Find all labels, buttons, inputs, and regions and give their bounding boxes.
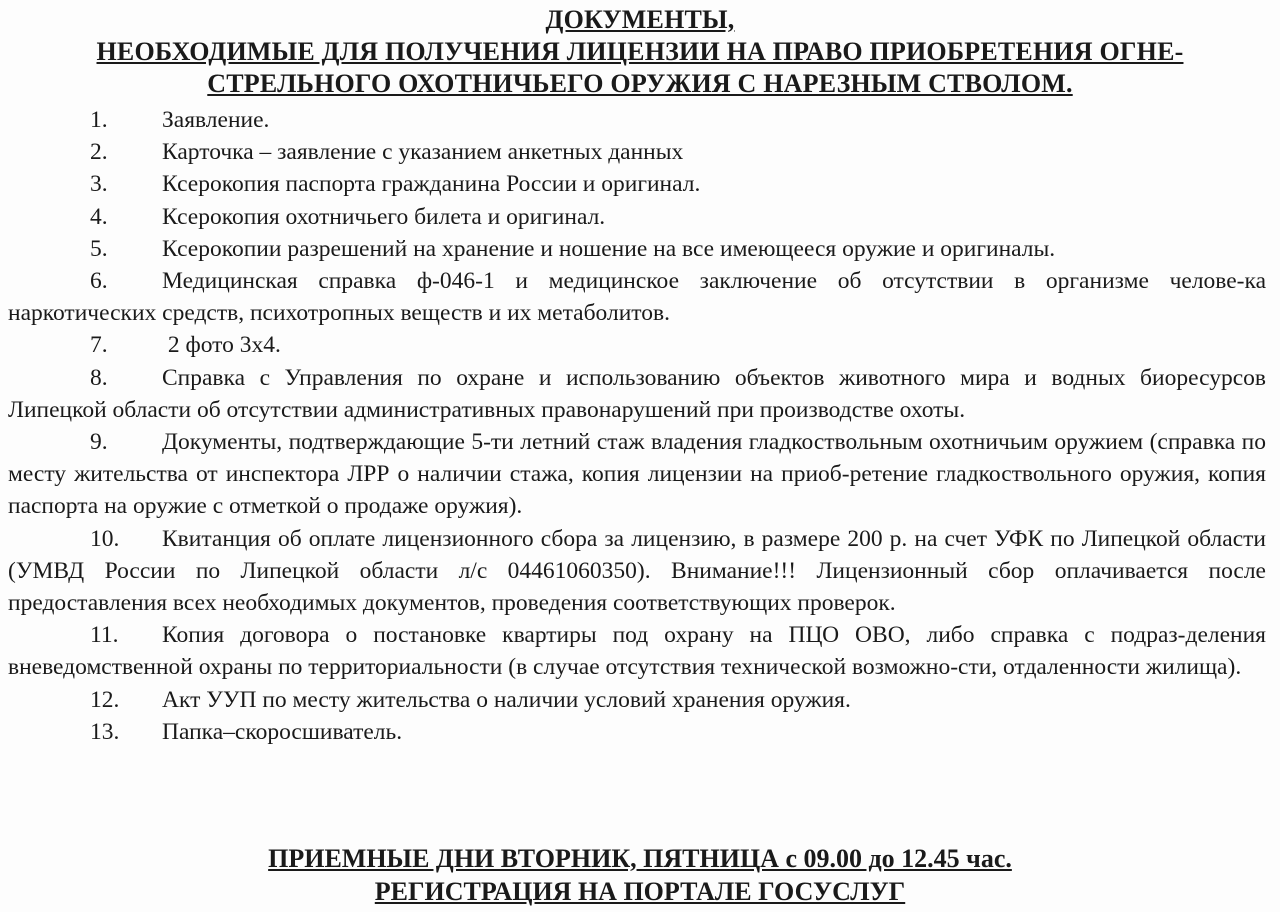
item-number: 8. xyxy=(90,364,108,391)
list-item xyxy=(8,136,1266,168)
item-text: Копия договора о постановке квартиры под охрану на ПЦО ОВО, либо справка с подраз-деления вневедомственной охраны по территориальности (в случае отсутствия технической возможно-сти, отдаленности жилища). xyxy=(8,622,1266,681)
item-number: 7. xyxy=(90,332,108,359)
item-text: 2 фото 3х4. xyxy=(162,332,281,359)
list-item xyxy=(8,362,1266,426)
item-text: Ксерокопия охотничьего билета и оригинал. xyxy=(162,203,606,230)
item-number: 3. xyxy=(90,171,108,198)
item-number: 6. xyxy=(90,268,108,295)
item-text: Квитанция об оплате лицензионного сбора за лицензию, в размере 200 р. на счет УФК по Липецкой области (УМВД России по Липецкой области л/с 04461060350). Внимание!!! Лицензионный сбор оплачивается после предоставления всех необходимых документов, проведения соответствующих проверок. xyxy=(8,525,1266,617)
reception-footer xyxy=(40,842,1240,908)
item-number: 12. xyxy=(90,686,120,713)
item-number: 10. xyxy=(90,525,120,552)
item-text: Справка с Управления по охране и использованию объектов животного мира и водных биоресурсов Липецкой области об отсутствии административных правонарушений при производстве охоты. xyxy=(8,364,1266,423)
list-item xyxy=(8,716,1266,748)
list-item xyxy=(8,684,1266,716)
list-item xyxy=(8,523,1266,620)
documents-list xyxy=(8,104,1266,748)
item-number: 1. xyxy=(90,107,108,133)
item-text: Заявление. xyxy=(162,107,270,133)
item-number: 5. xyxy=(90,235,108,262)
list-item xyxy=(8,329,1266,361)
item-text: Папка–скоросшиватель. xyxy=(162,718,403,745)
item-text: Акт УУП по месту жительства о наличии условий хранения оружия. xyxy=(162,686,851,713)
item-number: 13. xyxy=(90,718,120,745)
list-item xyxy=(8,201,1266,233)
item-text: Карточка – заявление с указанием анкетных данных xyxy=(162,139,684,166)
document-title xyxy=(40,4,1240,100)
reception-days: ПРИЕМНЫЕ ДНИ ВТОРНИК, ПЯТНИЦА с 09.00 до 12.45 час. xyxy=(268,844,1012,873)
item-number: 11. xyxy=(90,622,119,649)
item-number: 4. xyxy=(90,203,108,230)
list-item xyxy=(8,233,1266,265)
title-line-2: НЕОБХОДИМЫЕ ДЛЯ ПОЛУЧЕНИЯ ЛИЦЕНЗИИ НА ПРАВО ПРИОБРЕТЕНИЯ ОГНЕ- xyxy=(96,37,1184,66)
title-line-3: СТРЕЛЬНОГО ОХОТНИЧЬЕГО ОРУЖИЯ С НАРЕЗНЫМ СТВОЛОМ. xyxy=(207,69,1073,98)
list-item xyxy=(8,104,1266,136)
item-text: Ксерокопия паспорта гражданина России и оригинал. xyxy=(162,171,701,198)
item-number: 9. xyxy=(90,429,108,456)
item-text: Ксерокопии разрешений на хранение и ношение на все имеющееся оружие и оригиналы. xyxy=(162,235,1056,262)
item-number: 2. xyxy=(90,139,108,166)
list-item xyxy=(8,168,1266,200)
list-item xyxy=(8,619,1266,683)
item-text: Медицинская справка ф-046-1 и медицинское заключение об отсутствии в организме челове-ка наркотических средств, психотропных веществ и их метаболитов. xyxy=(8,268,1266,327)
list-item xyxy=(8,426,1266,523)
list-item xyxy=(8,265,1266,329)
item-text: Документы, подтверждающие 5-ти летний стаж владения гладкоствольным охотничьим оружием (справка по месту жительства от инспектора ЛРР о наличии стажа, копия лицензии на приоб-ретение гладкоствольного оружия, копия паспорта на оружие с отметкой о продаже оружия). xyxy=(8,429,1266,520)
title-line-1: ДОКУМЕНТЫ, xyxy=(545,5,735,34)
gosuslugi-registration: РЕГИСТРАЦИЯ НА ПОРТАЛЕ ГОСУСЛУГ xyxy=(374,877,906,906)
